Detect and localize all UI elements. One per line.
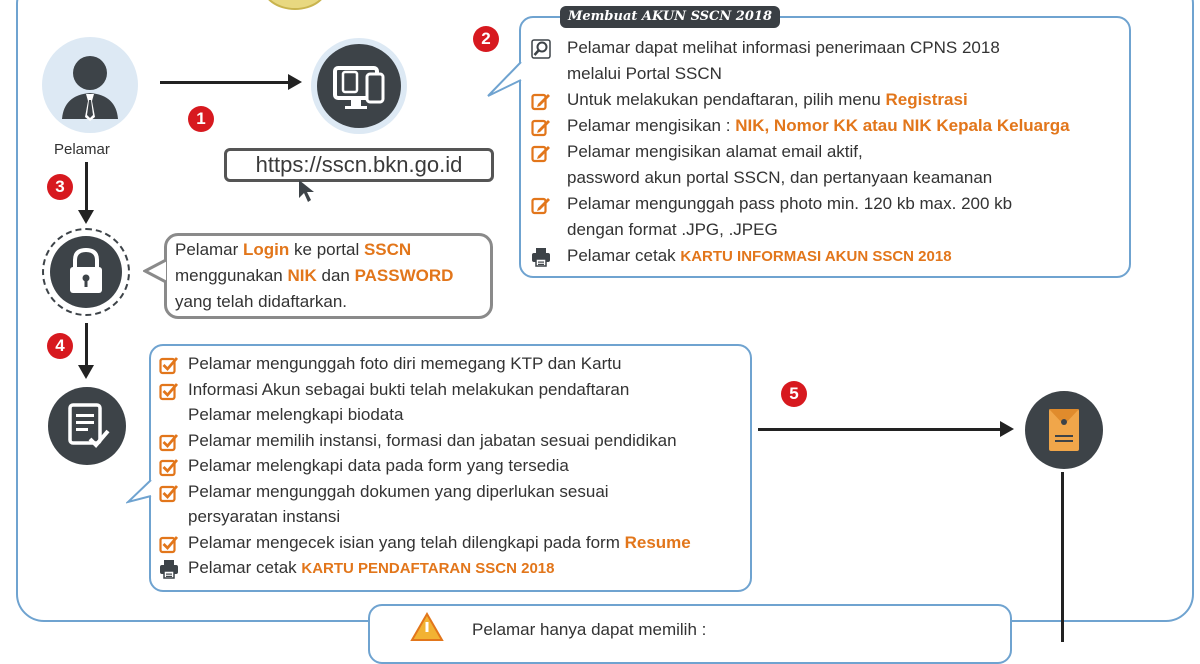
step-badge-4: 4 (47, 333, 73, 359)
highlight-text: SSCN (363, 240, 412, 259)
line-text: dengan format .JPG, .JPEG (567, 220, 778, 239)
box-line (188, 380, 629, 400)
devices-circle (311, 38, 407, 134)
biodata-box-pointer (126, 478, 152, 508)
highlight-text: KARTU INFORMASI AKUN SSCN 2018 (680, 248, 952, 265)
arrow-line-1 (160, 81, 290, 84)
box-line (188, 431, 677, 451)
portal-url-box[interactable] (224, 148, 494, 182)
box-line (567, 38, 1000, 58)
arrow-line-4 (85, 323, 88, 367)
line-text: Pelamar melengkapi data pada form yang tersedia (188, 456, 569, 475)
box-line (567, 168, 992, 188)
line-text: Pelamar mengunggah foto diri memegang KTP dan Kartu (188, 354, 622, 373)
highlight-text: Login (243, 240, 290, 259)
envelope-circle (1025, 391, 1103, 469)
box-line (567, 246, 952, 266)
portal-url[interactable]: https://sscn.bkn.go.id (255, 152, 463, 177)
lock-circle (42, 228, 130, 316)
pelamar-avatar (42, 37, 138, 133)
highlight-text: NIK, Nomor KK atau NIK Kepala Keluarga (735, 116, 1070, 135)
envelope-icon (1025, 391, 1103, 469)
biodata-steps-box (149, 344, 752, 592)
box-line (188, 354, 621, 374)
printer-icon (159, 559, 179, 579)
arrow-line-5 (758, 428, 1002, 431)
login-box-pointer (143, 258, 168, 284)
checkbox-icon (159, 457, 179, 477)
create-account-tab: Membuat AKUN SSCN 2018 (560, 6, 780, 28)
box-line (175, 240, 411, 260)
printer-icon (531, 247, 551, 267)
box-line (567, 220, 778, 240)
lock-icon (44, 230, 128, 314)
checkbox-icon (159, 355, 179, 375)
box-line (567, 64, 722, 84)
connector-line-down (1061, 472, 1064, 642)
step-badge-5: 5 (781, 381, 807, 407)
box-line (188, 533, 691, 553)
line-text: Untuk melakukan pendaftaran, pilih menu (567, 90, 886, 109)
arrow-head-5 (1000, 421, 1014, 437)
edit-icon (531, 195, 551, 215)
warning-icon (410, 612, 444, 642)
checkbox-icon (159, 432, 179, 452)
account-box-pointer (486, 60, 522, 102)
create-account-box (519, 16, 1131, 278)
form-checklist-icon (48, 387, 126, 465)
line-text: yang telah didaftarkan. (175, 292, 348, 311)
highlight-text: Registrasi (885, 90, 968, 109)
checkbox-icon (159, 534, 179, 554)
box-line (188, 558, 554, 578)
line-text: Pelamar cetak (188, 558, 302, 577)
box-line (567, 90, 968, 110)
checkbox-icon (159, 381, 179, 401)
step-badge-1: 1 (188, 106, 214, 132)
line-text: Pelamar cetak (567, 246, 681, 265)
cursor-icon (296, 178, 322, 204)
line-text: password akun portal SSCN, dan pertanyaan keamanan (567, 168, 993, 187)
line-text: Pelamar dapat melihat informasi penerimaan CPNS 2018 (567, 38, 1000, 57)
arrow-line-3 (85, 162, 88, 212)
line-text: melalui Portal SSCN (567, 64, 722, 83)
line-text: Pelamar mengisikan : (567, 116, 736, 135)
box-line (567, 142, 863, 162)
edit-icon (531, 91, 551, 111)
arrow-head-1 (288, 74, 302, 90)
arrow-head-4 (78, 365, 94, 379)
box-line (567, 194, 1012, 214)
step-badge-2: 2 (473, 26, 499, 52)
edit-icon (531, 117, 551, 137)
line-text: Pelamar (175, 240, 244, 259)
line-text: Informasi Akun sebagai bukti telah melakukan pendaftaran (188, 379, 630, 399)
edit-icon (531, 143, 551, 163)
line-text: persyaratan instansi (188, 507, 341, 526)
user-icon (42, 37, 138, 133)
selection-note-box (368, 604, 1012, 664)
line-text: Pelamar melengkapi biodata (188, 405, 404, 424)
box-line (175, 292, 347, 312)
line-text: Pelamar mengisikan alamat email aktif, (567, 142, 863, 161)
selection-note-text: Pelamar hanya dapat memilih : (472, 620, 707, 639)
step-badge-3: 3 (47, 174, 73, 200)
box-line (175, 266, 453, 286)
pelamar-label: Pelamar (54, 141, 110, 158)
form-circle (48, 387, 126, 465)
line-text: Pelamar mengecek isian yang telah dilengkapi pada form (188, 532, 625, 552)
line-text: ke portal (289, 240, 364, 259)
checkbox-icon (159, 483, 179, 503)
line-text: Pelamar memilih instansi, formasi dan jabatan sesuai pendidikan (188, 430, 677, 450)
line-text: dan (316, 266, 355, 285)
line-text: Pelamar mengunggah dokumen yang diperlukan sesuai (188, 481, 609, 501)
devices-icon (311, 38, 407, 134)
magnifier-icon (531, 39, 551, 59)
box-line (188, 405, 403, 425)
highlight-text: KARTU PENDAFTARAN SSCN 2018 (301, 560, 555, 577)
login-info-box (164, 233, 493, 319)
box-line (188, 482, 609, 502)
highlight-text: NIK (287, 266, 317, 285)
arrow-head-3 (78, 210, 94, 224)
line-text: Pelamar mengunggah pass photo min. 120 kb max. 200 kb (567, 194, 1013, 213)
line-text: menggunakan (175, 266, 288, 285)
highlight-text: Resume (624, 532, 691, 552)
box-line (567, 116, 1070, 136)
highlight-text: PASSWORD (354, 266, 454, 285)
box-line (188, 507, 340, 527)
box-line (188, 456, 569, 476)
